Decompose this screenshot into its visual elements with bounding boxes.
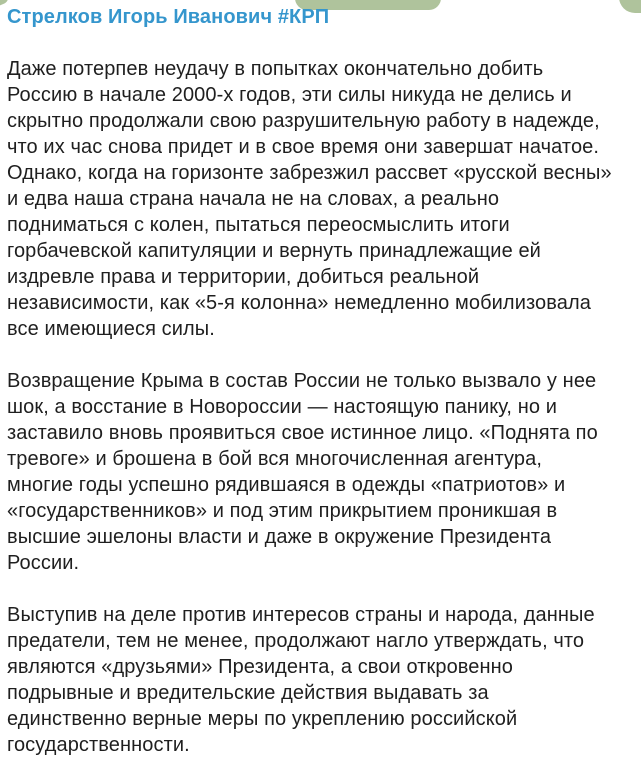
paragraph-2 (7, 368, 631, 576)
text-line: России. (7, 552, 80, 574)
paragraph-1 (7, 56, 631, 342)
text-line: многие годы успешно рядившаяся в одежды «патриотов» и (7, 474, 566, 496)
text-line: независимости, как «5-я колонна» немедленно мобилизовала (7, 292, 591, 314)
text-line: заставило вновь проявиться свое истинное лицо. «Поднята по (7, 422, 598, 444)
text-line: являются «друзьями» Президента, а свои откровенно (7, 656, 514, 678)
text-line: шок, а восстание в Новороссии — настоящую панику, но и (7, 396, 558, 418)
text-line: Возвращение Крыма в состав России не только вызвало у нее (7, 370, 597, 392)
text-line: Даже потерпев неудачу в попытках окончательно добить (7, 58, 544, 80)
text-line: тревоге» и брошена в бой вся многочисленная агентура, (7, 448, 543, 470)
text-line: единственно верные меры по укреплению российской (7, 708, 518, 730)
text-line: высшие эшелоны власти и даже в окружение Президента (7, 526, 552, 548)
text-line: подрывные и вредительские действия выдавать за (7, 682, 489, 704)
text-line: «государственников» и под этим прикрытием проникшая в (7, 500, 558, 522)
text-line: издревле права и территории, добиться реальной (7, 266, 480, 288)
text-line: Россию в начале 2000-х годов, эти силы никуда не делись и (7, 84, 572, 106)
text-line: что их час снова придет и в свое время они завершат начатое. (7, 136, 600, 158)
text-line: все имеющиеся силы. (7, 318, 215, 340)
channel-name-link[interactable]: Стрелков Игорь Иванович (7, 6, 273, 28)
text-line: государственности. (7, 734, 190, 756)
message-body (7, 4, 631, 758)
text-line: скрытно продолжали свою разрушительную работу в надежде, (7, 110, 600, 132)
text-line: и едва наша страна начала не на словах, а реально (7, 188, 500, 210)
hashtag-link[interactable]: #КРП (277, 6, 330, 28)
text-line: предатели, тем не менее, продолжают нагло утверждать, что (7, 630, 585, 652)
text-line: горбачевской капитуляции и вернуть принадлежащие ей (7, 240, 541, 262)
text-line: Выступив на деле против интересов страны и народа, данные (7, 604, 595, 626)
paragraph-3 (7, 602, 631, 758)
text-line: Однако, когда на горизонте забрезжил рассвет «русской весны» (7, 162, 612, 184)
message-header (7, 4, 631, 30)
text-line: подниматься с колен, пытаться переосмыслить итоги (7, 214, 510, 236)
